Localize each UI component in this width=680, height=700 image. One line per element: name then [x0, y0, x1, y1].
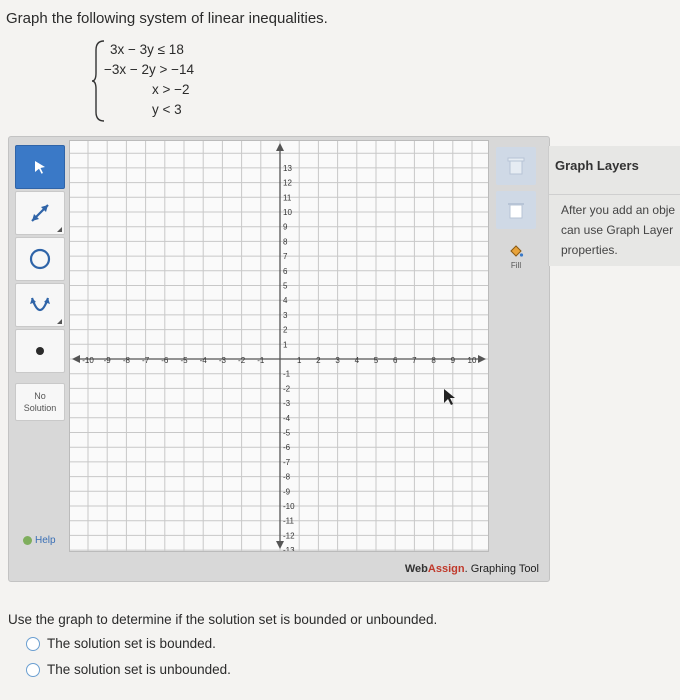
layers-line-3: properties.: [561, 243, 618, 257]
y-tick-label: -4: [283, 413, 291, 423]
graphing-tool: [8, 136, 550, 582]
no-solution-label-1: No: [34, 391, 46, 401]
clear-tool-button[interactable]: [496, 191, 536, 229]
x-tick-label: -1: [257, 356, 265, 365]
y-tick-label: 13: [283, 163, 292, 173]
option-unbounded[interactable]: [26, 662, 231, 677]
layers-line-1: After you add an obje: [561, 203, 676, 217]
no-solution-label-2: Solution: [23, 403, 57, 413]
bounded-question: Use the graph to determine if the solution set is bounded or unbounded.: [8, 612, 438, 627]
help-label: Help: [35, 535, 56, 546]
layers-divider: [549, 194, 680, 195]
parabola-icon: [27, 292, 53, 318]
radio-bounded[interactable]: [26, 637, 40, 651]
x-tick-label: -4: [199, 356, 207, 365]
inequality-3: x > −2: [152, 82, 190, 97]
line-tool-button[interactable]: [15, 191, 65, 235]
pointer-tool-button[interactable]: [15, 145, 65, 189]
brand-tool: . Graphing Tool: [464, 563, 539, 575]
trash-icon: [507, 156, 525, 176]
y-tick-label: -13: [283, 546, 295, 551]
x-tick-label: 4: [354, 356, 360, 365]
no-solution-button[interactable]: [15, 383, 65, 421]
graph-layers-help-text: [561, 200, 680, 260]
y-tick-label: 3: [283, 310, 288, 320]
coordinate-plane[interactable]: [69, 140, 489, 552]
y-tick-label: 6: [283, 266, 288, 276]
inequality-system: [92, 40, 232, 122]
x-tick-label: -2: [238, 356, 246, 365]
side-toolbar: [493, 147, 543, 277]
radio-unbounded[interactable]: [26, 663, 40, 677]
y-tick-label: 7: [283, 252, 288, 262]
y-tick-label: -2: [283, 384, 291, 394]
brand-assign: Assign: [427, 563, 465, 575]
y-tick-label: -12: [283, 531, 295, 541]
grid[interactable]: [70, 141, 488, 551]
x-axis-arrow-right: [478, 355, 486, 363]
y-tick-label: -1: [283, 369, 291, 379]
x-tick-label: 7: [412, 356, 417, 365]
option-unbounded-label: The solution set is unbounded.: [47, 662, 231, 677]
x-tick-label: -6: [161, 356, 169, 365]
y-tick-label: 9: [283, 222, 288, 232]
brace-icon: [92, 40, 106, 122]
y-tick-label: -10: [283, 502, 295, 511]
y-tick-label: 8: [283, 237, 288, 247]
y-tick-label: -6: [283, 443, 291, 453]
x-tick-label: 1: [296, 356, 302, 365]
y-tick-label: 2: [283, 325, 288, 335]
inequality-2: −3x − 2y > −14: [104, 62, 195, 77]
graph-layers-panel: [548, 146, 680, 266]
point-icon: [34, 345, 46, 357]
x-tick-label: 6: [392, 356, 398, 365]
x-tick-label: 9: [450, 356, 456, 365]
x-tick-label: 3: [335, 356, 340, 365]
circle-icon: [27, 246, 53, 272]
y-tick-label: -7: [283, 457, 291, 467]
problem-prompt: Graph the following system of linear inequalities.: [6, 10, 328, 27]
line-icon: [27, 200, 53, 226]
x-tick-label: 2: [316, 356, 321, 365]
option-bounded-label: The solution set is bounded.: [47, 636, 216, 651]
fill-tool-button[interactable]: [496, 237, 536, 275]
y-tick-label: 11: [283, 193, 292, 203]
pointer-icon: [32, 159, 48, 175]
inequality-4: y < 3: [152, 102, 182, 117]
brand-web: Web: [404, 563, 428, 575]
help-link[interactable]: [23, 535, 56, 546]
x-tick-label: -5: [180, 356, 188, 365]
y-axis-arrow-up: [276, 143, 284, 151]
y-tick-label: 1: [283, 340, 288, 350]
bin-icon: [507, 200, 525, 220]
x-tick-label: -3: [218, 356, 226, 365]
x-tick-label: 8: [431, 356, 436, 365]
x-tick-label: -8: [122, 356, 130, 365]
circle-tool-button[interactable]: [15, 237, 65, 281]
delete-tool-button[interactable]: [496, 147, 536, 185]
help-icon: [23, 536, 32, 545]
y-tick-label: -11: [283, 516, 294, 526]
layers-line-2: can use Graph Layer: [561, 223, 674, 237]
y-tick-label: 10: [283, 208, 292, 217]
y-tick-label: 4: [283, 296, 288, 306]
graph-layers-title: Graph Layers: [555, 158, 639, 173]
option-bounded[interactable]: [26, 636, 216, 651]
x-tick-label: -9: [103, 356, 111, 365]
point-tool-button[interactable]: [15, 329, 65, 373]
fill-bucket-icon: [508, 243, 524, 259]
y-tick-label: -5: [283, 428, 291, 438]
y-tick-label: -9: [283, 487, 291, 497]
parabola-tool-button[interactable]: [15, 283, 65, 327]
y-tick-label: -3: [283, 399, 291, 409]
x-tick-label: 10: [467, 356, 477, 365]
x-tick-label: 5: [373, 356, 379, 365]
x-tick-label: -10: [82, 356, 94, 365]
y-tick-label: -8: [283, 472, 291, 482]
y-tick-label: 12: [283, 178, 292, 188]
y-tick-label: 5: [283, 281, 288, 291]
x-tick-label: -7: [142, 356, 150, 365]
webassign-branding: [405, 563, 539, 575]
inequality-1: 3x − 3y ≤ 18: [110, 42, 184, 57]
fill-label: Fill: [510, 260, 522, 270]
x-axis-arrow-left: [72, 355, 80, 363]
